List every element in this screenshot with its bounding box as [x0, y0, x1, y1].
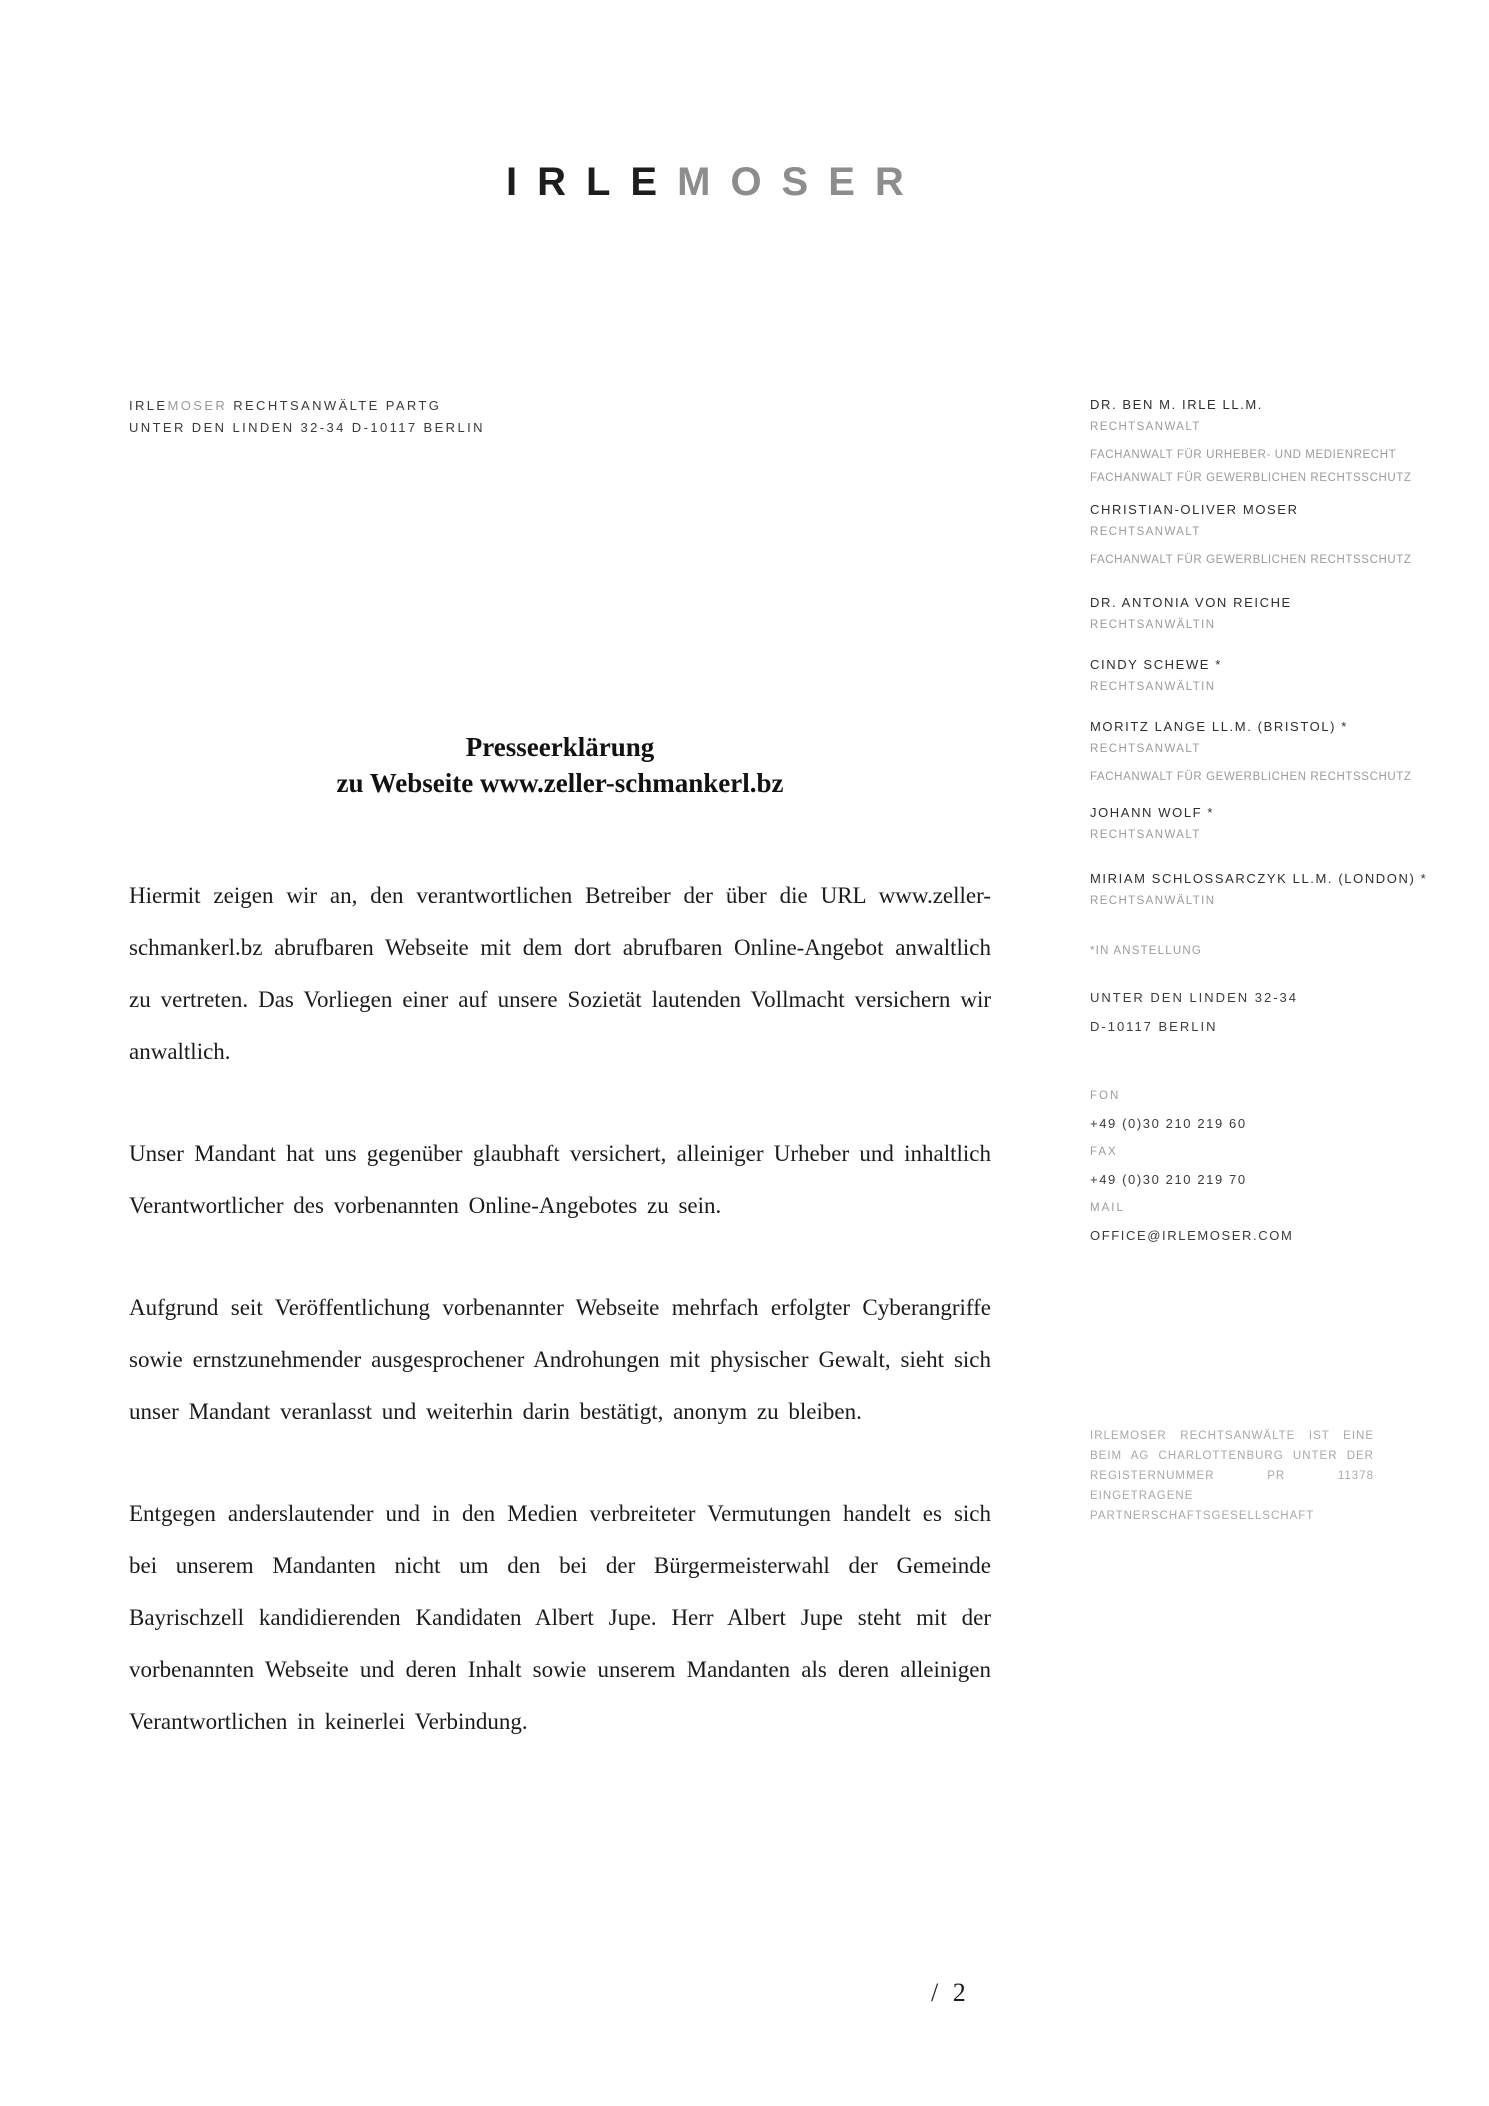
lawyer-entry [1090, 717, 1455, 789]
lawyer-role: RECHTSANWALT [1090, 526, 1201, 538]
page-number: / 2 [931, 1978, 970, 2007]
lawyer-specializations [1090, 549, 1455, 572]
lawyer-entry [1090, 500, 1455, 572]
lawyer-name: MIRIAM SCHLOSSARCZYK LL.M. (LONDON) * [1090, 871, 1428, 886]
firm-logo-moser: MOSER [677, 160, 924, 204]
lawyer-name: DR. ANTONIA VON REICHE [1090, 595, 1292, 610]
lawyer-role: RECHTSANWALT [1090, 421, 1201, 433]
contact-label-mail: MAIL [1090, 1202, 1125, 1214]
contact-label-fon: FON [1090, 1090, 1121, 1102]
lawyer-name: DR. BEN M. IRLE LL.M. [1090, 397, 1264, 412]
lawyer-role: RECHTSANWÄLTIN [1090, 895, 1216, 907]
registration-note: IRLEMOSER RECHTSANWÄLTE IST EINE BEIM AG CHARLOTTENBURG UNTER DER REGISTERNUMMER PR 11378 EINGETRAGENE PARTNERSCHAFTSGESELLSCHAFT [1090, 1430, 1374, 1522]
lawyer-role: RECHTSANWÄLTIN [1090, 619, 1216, 631]
contact-label-fax: FAX [1090, 1146, 1118, 1158]
lawyer-name: JOHANN WOLF * [1090, 805, 1215, 820]
letter-body [129, 870, 991, 1798]
office-address-street: UNTER DEN LINDEN 32-34 [1090, 990, 1298, 1005]
contact-value-fax: +49 (0)30 210 219 70 [1090, 1172, 1247, 1187]
lawyer-specialization: FACHANWALT FÜR URHEBER- UND MEDIENRECHT [1090, 449, 1397, 461]
lawyer-entry [1090, 803, 1455, 844]
body-paragraph: Entgegen anderslautender und in den Medien verbreiteter Vermutungen handelt es sich bei unserem Mandanten nicht um den bei der Bürgermeisterwahl der Gemeinde Bayrischzell kandidierenden Kandidaten Albert Jupe. Herr Albert Jupe steht mit der vorbenannten Webseite und deren Inhalt sowie unserem Mandanten als deren alleinigen Verantwortlichen in keinerlei Verbindung. [129, 1501, 991, 1734]
lawyer-entry [1090, 869, 1455, 910]
document-title-line-2: zu Webseite www.zeller-schmankerl.bz [336, 768, 784, 798]
employment-footnote: *IN ANSTELLUNG [1090, 945, 1203, 957]
document-title-line-1: Presseerklärung [465, 732, 655, 762]
lawyer-specializations [1090, 766, 1455, 789]
body-paragraph: Hiermit zeigen wir an, den verantwortlichen Betreiber der über die URL www.zeller-schmankerl.bz abrufbaren Webseite mit dem dort abrufbaren Online-Angebot anwaltlich zu vertreten. Das Vorliegen einer auf unsere Sozietät lautenden Vollmacht versichern wir anwaltlich. [129, 883, 991, 1064]
office-address [1090, 983, 1455, 1041]
document-title [129, 729, 991, 801]
firm-logo [506, 160, 924, 205]
lawyer-name: MORITZ LANGE LL.M. (BRISTOL) * [1090, 719, 1348, 734]
sender-brand-moser: MOSER [167, 398, 228, 413]
sender-firm-suffix: RECHTSANWÄLTE PARTG [227, 398, 442, 413]
lawyer-name: CINDY SCHEWE * [1090, 657, 1222, 672]
contact-block [1090, 1082, 1455, 1250]
office-address-city: D-10117 BERLIN [1090, 1019, 1218, 1034]
sender-brand-irle: IRLE [129, 398, 168, 413]
lawyer-entry [1090, 593, 1455, 634]
sender-address-block [129, 395, 485, 439]
lawyer-specialization: FACHANWALT FÜR GEWERBLICHEN RECHTSSCHUTZ [1090, 771, 1412, 783]
contact-value-mail: OFFICE@IRLEMOSER.COM [1090, 1228, 1294, 1243]
firm-logo-irle: IRLE [506, 160, 678, 204]
lawyer-specializations [1090, 444, 1455, 490]
body-paragraph: Unser Mandant hat uns gegenüber glaubhaft versichert, alleiniger Urheber und inhaltlich Verantwortlicher des vorbenannten Online-Angebotes zu sein. [129, 1141, 991, 1218]
lawyer-name: CHRISTIAN-OLIVER MOSER [1090, 502, 1299, 517]
body-paragraph: Aufgrund seit Veröffentlichung vorbenannter Webseite mehrfach erfolgter Cyberangriffe sowie ernstzunehmender ausgesprochener Androhungen mit physischer Gewalt, sieht sich unser Mandant veranlasst und weiterhin darin bestätigt, anonym zu bleiben. [129, 1295, 991, 1424]
contact-value-fon: +49 (0)30 210 219 60 [1090, 1116, 1247, 1131]
lawyer-role: RECHTSANWALT [1090, 829, 1201, 841]
lawyer-role: RECHTSANWÄLTIN [1090, 681, 1216, 693]
lawyer-entry [1090, 395, 1455, 490]
lawyer-role: RECHTSANWALT [1090, 743, 1201, 755]
sender-line-2: UNTER DEN LINDEN 32-34 D-10117 BERLIN [129, 420, 485, 435]
lawyer-specialization: FACHANWALT FÜR GEWERBLICHEN RECHTSSCHUTZ [1090, 554, 1412, 566]
lawyer-entry [1090, 655, 1455, 696]
sender-line-1 [129, 395, 485, 417]
lawyer-specialization: FACHANWALT FÜR GEWERBLICHEN RECHTSSCHUTZ [1090, 472, 1412, 484]
